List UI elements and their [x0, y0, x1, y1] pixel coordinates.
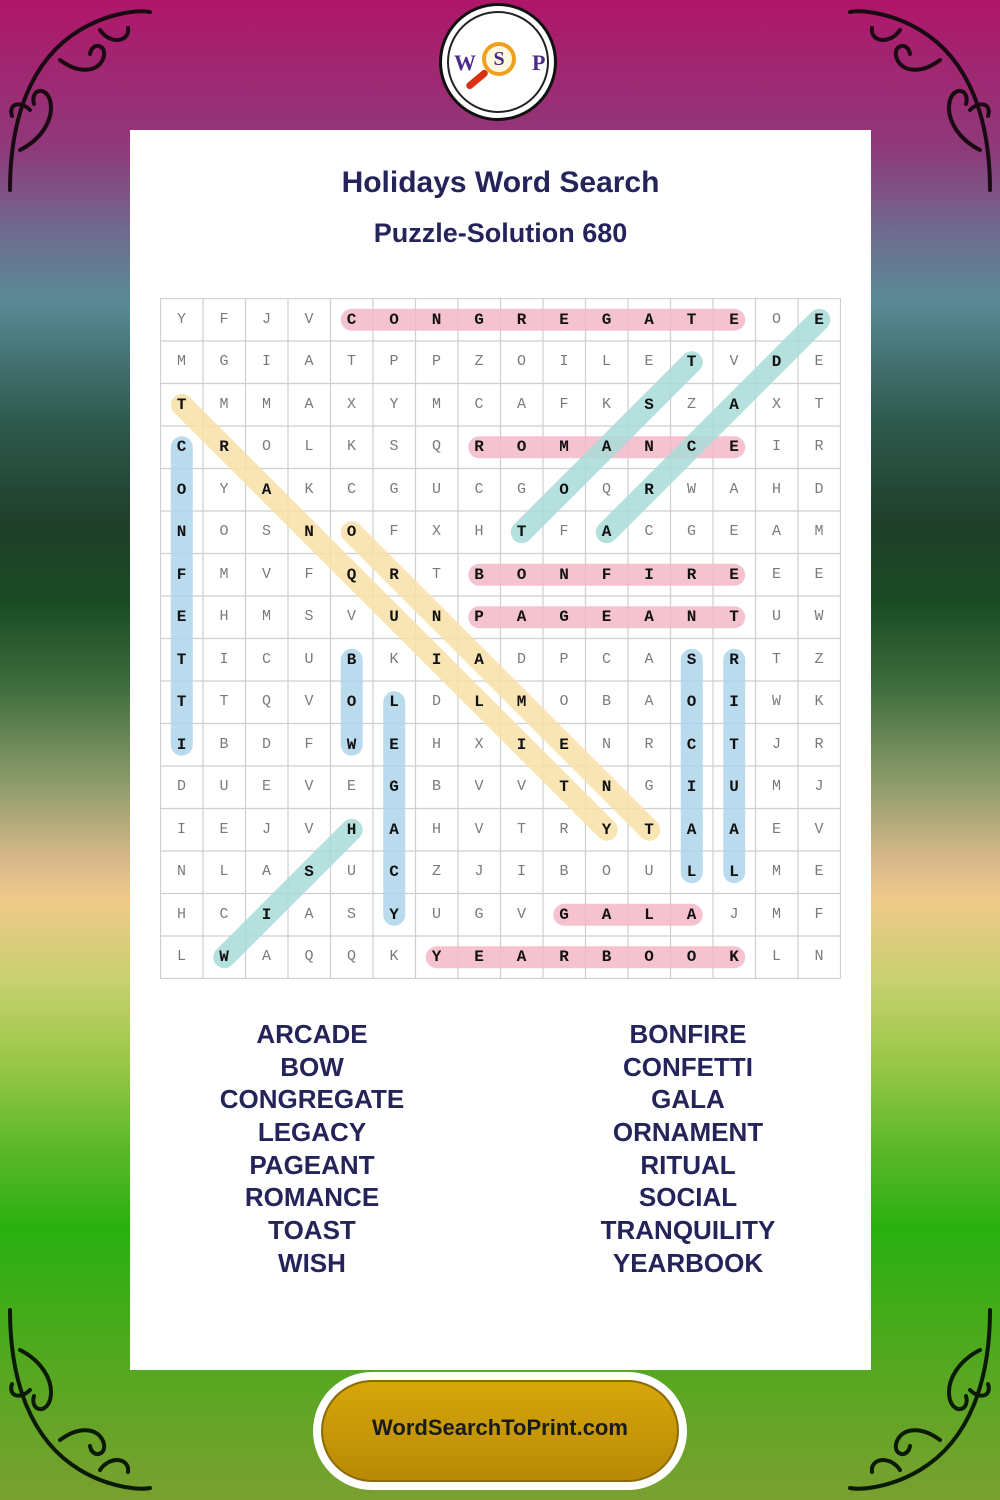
- word-list-item: PAGEANT: [249, 1149, 375, 1180]
- grid-cell: Z: [686, 395, 696, 413]
- grid-cell: E: [559, 735, 569, 754]
- grid-cell: V: [516, 905, 526, 923]
- grid-cell: A: [304, 353, 314, 370]
- grid-cell: J: [261, 820, 271, 838]
- grid-cell: Y: [389, 395, 399, 413]
- grid-cell: J: [814, 778, 824, 795]
- grid-cell: D: [176, 778, 186, 795]
- grid-cell: L: [686, 863, 697, 881]
- grid-cell: I: [176, 735, 187, 754]
- grid-cell: E: [559, 310, 569, 329]
- grid-cell: D: [431, 693, 441, 710]
- grid-cell: T: [219, 693, 229, 710]
- grid-cell: L: [729, 863, 739, 881]
- grid-cell: T: [771, 650, 781, 668]
- grid-cell: T: [516, 820, 526, 838]
- grid-cell: L: [304, 438, 314, 455]
- grid-cell: I: [219, 650, 229, 668]
- word-list-item: TRANQUILITY: [600, 1215, 776, 1246]
- word-list-item: YEARBOOK: [612, 1247, 764, 1278]
- grid-cell: O: [346, 693, 357, 711]
- grid-cell: O: [261, 438, 271, 455]
- grid-cell: W: [771, 693, 781, 710]
- grid-cell: O: [559, 480, 569, 499]
- grid-cell: R: [389, 565, 399, 584]
- grid-cell: Q: [431, 438, 441, 455]
- grid-cell: E: [814, 863, 824, 880]
- grid-cell: D: [771, 353, 782, 371]
- grid-cell: U: [346, 863, 356, 880]
- grid-cell: T: [346, 353, 356, 370]
- grid-cell: C: [474, 480, 484, 498]
- grid-cell: G: [601, 310, 612, 329]
- grid-cell: K: [304, 480, 314, 498]
- word-list-item: GALA: [651, 1084, 725, 1115]
- grid-cell: U: [729, 778, 739, 796]
- grid-cell: N: [686, 608, 697, 626]
- grid-cell: V: [729, 353, 739, 370]
- word-list-left: [122, 1018, 502, 1280]
- grid-cell: S: [389, 438, 399, 455]
- grid-cell: I: [431, 650, 442, 669]
- grid-cell: R: [729, 650, 739, 669]
- grid-cell: V: [304, 778, 314, 795]
- grid-cell: O: [686, 693, 697, 711]
- grid-cell: A: [601, 523, 612, 541]
- grid-cell: E: [261, 778, 271, 795]
- grid-cell: E: [771, 820, 781, 838]
- grid-cell: M: [771, 778, 781, 795]
- grid-cell: N: [176, 863, 186, 880]
- word-list-item: ORNAMENT: [612, 1117, 764, 1148]
- grid-cell: D: [516, 650, 526, 668]
- grid-cell: A: [516, 608, 527, 626]
- word-list-item: CONFETTI: [623, 1051, 753, 1082]
- grid-cell: X: [431, 523, 441, 540]
- grid-cell: C: [644, 523, 654, 540]
- grid-cell: O: [686, 948, 697, 966]
- grid-cell: Z: [814, 650, 824, 668]
- grid-cell: A: [516, 948, 527, 966]
- grid-cell: O: [644, 948, 654, 966]
- grid-cell: F: [814, 905, 824, 923]
- grid-cell: I: [771, 438, 781, 455]
- grid-cell: W: [814, 608, 824, 625]
- grid-cell: M: [261, 608, 271, 625]
- grid-cell: E: [644, 353, 654, 370]
- grid-cell: K: [729, 948, 739, 966]
- grid-cell: G: [516, 480, 526, 498]
- word-list-item: ROMANCE: [244, 1182, 380, 1213]
- grid-cell: R: [559, 820, 569, 838]
- grid-cell: R: [686, 565, 697, 584]
- grid-cell: J: [474, 863, 484, 880]
- grid-cell: N: [601, 778, 612, 796]
- grid-cell: A: [644, 608, 654, 626]
- grid-cell: N: [176, 523, 187, 541]
- grid-cell: E: [771, 565, 781, 583]
- page-subtitle: Puzzle-Solution 680: [373, 218, 628, 248]
- grid-cell: A: [304, 395, 314, 413]
- grid-cell: A: [686, 905, 697, 924]
- grid-cell: B: [474, 565, 484, 584]
- grid-cell: O: [559, 693, 569, 710]
- grid-cell: N: [559, 565, 569, 584]
- grid-cell: O: [516, 438, 527, 456]
- grid-cell: S: [686, 650, 697, 669]
- grid-cell: H: [771, 480, 781, 498]
- grid-cell: S: [346, 905, 356, 923]
- grid-cell: N: [304, 523, 314, 541]
- grid-cell: G: [474, 905, 484, 923]
- grid-cell: U: [431, 905, 441, 923]
- grid-cell: O: [601, 863, 611, 880]
- grid-cell: Y: [601, 820, 612, 839]
- grid-cell: B: [601, 948, 612, 966]
- grid-cell: T: [814, 395, 824, 413]
- grid-cell: I: [559, 353, 569, 370]
- grid-cell: U: [431, 480, 441, 498]
- grid-cell: F: [176, 565, 187, 584]
- grid-cell: K: [389, 650, 399, 668]
- grid-cell: G: [219, 353, 229, 370]
- grid-cell: Z: [474, 353, 484, 370]
- grid-cell: T: [559, 778, 569, 796]
- grid-cell: H: [176, 905, 186, 923]
- grid-cell: N: [644, 438, 654, 456]
- grid-cell: E: [729, 565, 739, 584]
- grid-cell: A: [729, 480, 739, 498]
- grid-cell: P: [431, 353, 441, 370]
- grid-cell: T: [644, 820, 654, 839]
- grid-cell: C: [219, 905, 229, 923]
- grid-cell: P: [389, 353, 399, 370]
- grid-cell: E: [814, 353, 824, 370]
- grid-cell: N: [601, 735, 611, 753]
- grid-cell: F: [559, 523, 569, 540]
- grid-cell: F: [219, 310, 229, 328]
- word-list-item: BONFIRE: [629, 1019, 747, 1049]
- grid-cell: I: [516, 735, 527, 754]
- grid-cell: M: [814, 523, 824, 540]
- word-list-item: LEGACY: [257, 1117, 367, 1148]
- grid-cell: Q: [601, 480, 611, 498]
- grid-cell: O: [176, 480, 187, 499]
- grid-cell: E: [601, 608, 612, 626]
- grid-cell: A: [644, 650, 654, 668]
- grid-cell: V: [474, 820, 484, 838]
- grid-cell: C: [346, 480, 356, 498]
- grid-cell: V: [304, 820, 314, 838]
- grid-cell: A: [601, 905, 612, 924]
- grid-cell: E: [176, 608, 187, 626]
- grid-cell: L: [176, 948, 186, 965]
- grid-cell: T: [431, 565, 441, 583]
- grid-cell: C: [346, 310, 357, 329]
- word-list-item: CONGREGATE: [219, 1084, 405, 1115]
- grid-cell: Y: [389, 905, 399, 924]
- grid-cell: V: [261, 565, 271, 583]
- grid-cell: B: [431, 778, 441, 795]
- grid-cell: O: [346, 523, 357, 541]
- grid-cell: O: [389, 310, 399, 329]
- grid-cell: V: [304, 693, 314, 710]
- grid-cell: U: [644, 863, 654, 880]
- grid-cell: H: [431, 735, 441, 753]
- grid-cell: R: [219, 438, 229, 456]
- grid-cell: A: [771, 523, 781, 540]
- word-list-item: BOW: [280, 1051, 344, 1082]
- grid-cell: P: [474, 608, 484, 626]
- grid-cell: R: [814, 438, 824, 455]
- grid-cell: E: [729, 523, 739, 540]
- grid-cell: O: [771, 310, 781, 328]
- grid-cell: R: [559, 948, 569, 966]
- grid-cell: I: [261, 353, 271, 370]
- grid-cell: K: [346, 438, 356, 455]
- grid-cell: A: [644, 693, 654, 710]
- grid-cell: G: [474, 310, 484, 329]
- grid-cell: J: [261, 310, 271, 328]
- grid-cell: N: [814, 948, 824, 965]
- grid-cell: I: [516, 863, 526, 880]
- grid-cell: K: [389, 948, 399, 965]
- grid-cell: S: [261, 523, 271, 540]
- grid-cell: A: [516, 395, 526, 413]
- grid-cell: R: [814, 735, 824, 753]
- grid-cell: W: [686, 480, 696, 498]
- grid-cell: U: [389, 608, 399, 626]
- grid-cell: A: [261, 948, 271, 965]
- grid-cell: V: [474, 778, 484, 795]
- grid-cell: E: [389, 735, 399, 754]
- grid-cell: C: [474, 395, 484, 413]
- grid-cell: C: [261, 650, 271, 668]
- grid-cell: N: [431, 608, 442, 626]
- grid-cell: S: [304, 608, 314, 625]
- grid-cell: Q: [346, 565, 357, 584]
- grid-cell: A: [686, 820, 697, 839]
- grid-cell: F: [304, 735, 314, 753]
- grid-cell: G: [389, 778, 399, 796]
- grid-cell: C: [686, 735, 697, 754]
- grid-cell: G: [686, 523, 696, 540]
- grid-cell: Y: [176, 310, 186, 328]
- grid-cell: V: [814, 820, 824, 838]
- grid-cell: E: [814, 565, 824, 583]
- grid-cell: A: [474, 650, 484, 669]
- grid-cell: T: [729, 608, 739, 626]
- word-list-item: WISH: [278, 1247, 346, 1278]
- grid-cell: A: [389, 820, 399, 839]
- grid-cell: P: [559, 650, 569, 668]
- grid-cell: N: [431, 310, 442, 329]
- grid-cell: C: [176, 438, 187, 456]
- grid-cell: X: [474, 735, 484, 753]
- grid-cell: B: [219, 735, 229, 753]
- grid-cell: H: [219, 608, 229, 625]
- grid-cell: O: [219, 523, 229, 540]
- grid-cell: F: [389, 523, 399, 540]
- grid-cell: T: [686, 310, 697, 329]
- grid-cell: H: [346, 820, 357, 839]
- grid-cell: J: [771, 735, 781, 753]
- page-title: Holidays Word Search: [341, 166, 660, 199]
- grid-cell: Q: [346, 948, 356, 965]
- grid-cell: W: [219, 948, 229, 966]
- site-logo[interactable]: [439, 3, 557, 121]
- grid-cell: Y: [431, 948, 442, 966]
- grid-cell: G: [559, 608, 569, 626]
- grid-cell: D: [814, 480, 824, 498]
- grid-cell: E: [729, 438, 739, 456]
- grid-cell: V: [346, 608, 356, 625]
- grid-cell: V: [516, 778, 526, 795]
- grid-cell: I: [176, 820, 186, 838]
- grid-cell: G: [644, 778, 654, 795]
- grid-cell: E: [346, 778, 356, 795]
- footer-button[interactable]: [313, 1372, 687, 1490]
- grid-cell: A: [729, 820, 739, 839]
- grid-cell: A: [644, 310, 654, 329]
- grid-cell: C: [601, 650, 611, 668]
- grid-cell: L: [601, 353, 611, 370]
- grid-cell: A: [601, 438, 612, 456]
- logo-letter-w: W: [454, 50, 476, 75]
- grid-cell: W: [346, 735, 357, 754]
- footer-site-link[interactable]: WordSearchToPrint.com: [372, 1415, 628, 1440]
- grid-cell: E: [729, 310, 739, 329]
- grid-cell: R: [474, 438, 484, 456]
- grid-cell: T: [516, 523, 527, 541]
- grid-cell: L: [474, 693, 484, 711]
- logo-letter-s: S: [493, 48, 505, 70]
- grid-cell: I: [261, 905, 272, 924]
- grid-cell: C: [686, 438, 697, 456]
- grid-cell: M: [516, 693, 527, 711]
- grid-cell: M: [431, 395, 441, 413]
- grid-cell: T: [729, 735, 739, 754]
- grid-cell: R: [644, 480, 654, 499]
- grid-cell: Q: [304, 948, 314, 965]
- grid-cell: X: [346, 395, 356, 413]
- grid-cell: Y: [219, 480, 229, 498]
- grid-cell: M: [219, 395, 229, 413]
- logo-letter-p: P: [532, 50, 546, 75]
- grid-cell: G: [389, 480, 399, 498]
- grid-cell: M: [559, 438, 569, 456]
- grid-cell: F: [559, 395, 569, 413]
- grid-cell: G: [559, 905, 569, 924]
- grid-cell: H: [474, 523, 484, 540]
- grid-cell: J: [729, 905, 739, 923]
- grid-cell: L: [389, 693, 399, 711]
- grid-cell: S: [304, 863, 314, 881]
- grid-cell: E: [219, 820, 229, 838]
- grid-cell: F: [601, 565, 612, 584]
- grid-cell: D: [261, 735, 271, 753]
- grid-cell: M: [771, 905, 781, 923]
- grid-cell: X: [771, 395, 781, 413]
- word-list-item: SOCIAL: [638, 1182, 738, 1213]
- grid-cell: V: [304, 310, 314, 328]
- word-search-grid: [160, 298, 841, 979]
- grid-cell: T: [176, 693, 187, 711]
- grid-cell: B: [346, 650, 357, 669]
- grid-cell: E: [474, 948, 484, 966]
- grid-cell: M: [219, 565, 229, 583]
- word-list-item: TOAST: [268, 1215, 356, 1246]
- grid-cell: L: [644, 905, 654, 924]
- grid-cell: M: [771, 863, 781, 880]
- grid-cell: E: [814, 310, 824, 329]
- grid-cell: R: [644, 735, 654, 753]
- grid-cell: Q: [261, 693, 271, 710]
- grid-cell: T: [686, 353, 697, 371]
- grid-cell: Z: [431, 863, 441, 880]
- grid-cell: M: [261, 395, 271, 413]
- grid-cell: F: [304, 565, 314, 583]
- grid-cell: K: [601, 395, 611, 413]
- grid-cell: A: [261, 480, 272, 499]
- word-list-item: RITUAL: [640, 1149, 736, 1180]
- grid-cell: U: [219, 778, 229, 795]
- grid-cell: I: [729, 693, 739, 711]
- grid-cell: O: [516, 353, 526, 370]
- grid-cell: T: [176, 650, 187, 669]
- grid-cell: U: [771, 608, 781, 625]
- word-list-item: ARCADE: [256, 1019, 368, 1049]
- grid-cell: I: [686, 778, 697, 796]
- grid-cell: K: [814, 693, 824, 710]
- grid-cell: R: [516, 310, 527, 329]
- grid-cell: T: [176, 395, 187, 414]
- grid-cell: C: [389, 863, 399, 881]
- grid-cell: B: [559, 863, 569, 880]
- word-list-right: [498, 1018, 878, 1280]
- grid-cell: U: [304, 650, 314, 668]
- grid-cell: H: [431, 820, 441, 838]
- grid-cell: M: [176, 353, 186, 370]
- grid-cell: O: [516, 565, 527, 584]
- grid-cell: S: [644, 395, 654, 414]
- grid-cell: B: [601, 693, 611, 710]
- grid-cell: A: [261, 863, 271, 880]
- grid-cell: I: [644, 565, 654, 584]
- grid-cell: A: [304, 905, 314, 923]
- grid-cell: L: [219, 863, 229, 880]
- grid-cell: A: [729, 395, 739, 414]
- grid-cell: L: [771, 948, 781, 965]
